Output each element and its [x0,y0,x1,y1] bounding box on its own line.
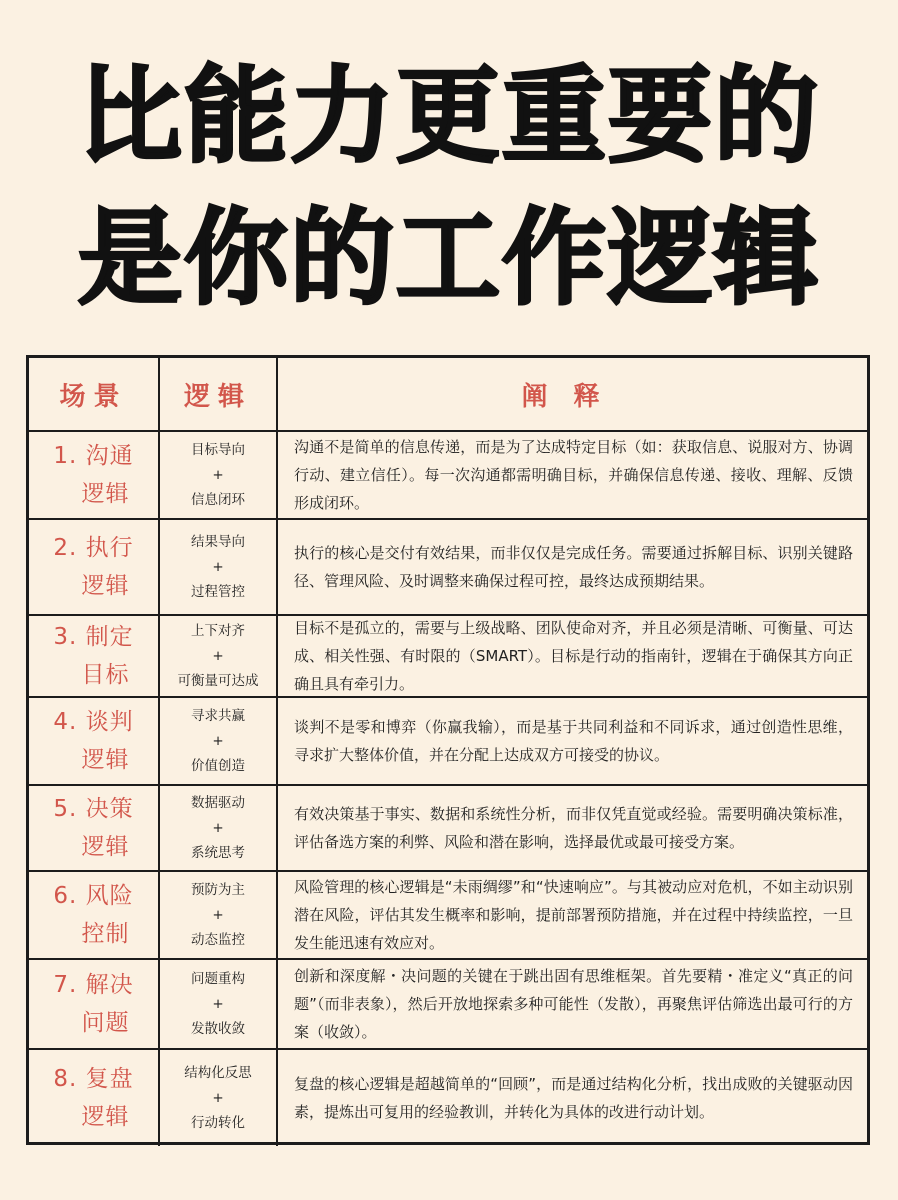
scene-label [29,877,158,953]
explain-cell [278,960,867,1048]
explain-cell [278,616,867,696]
explain-text: 目标不是孤立的，需要与上级战略、团队使命对齐，并且必须是清晰、可衡量、可达成、相关性强、有时限的（SMART）。目标是行动的指南针，逻辑在于确保其方向正确且具有牵引力。 [294,619,853,693]
explain-text: 有效决策基于事实、数据和系统性分析，而非仅凭直觉或经验。需要明确决策标准，评估备选方案的利弊、风险和潜在影响，选择最优或最可接受方案。 [294,805,853,851]
logic-plus: + [212,995,224,1012]
table-row [29,786,867,872]
scene-cell [29,432,160,518]
scene-label [29,618,158,694]
logic-text [191,530,245,605]
logic-second: 过程管控 [191,583,245,600]
scene-label [29,966,158,1042]
logic-plus: + [212,819,224,836]
logic-plus: + [212,558,224,575]
logic-second: 系统思考 [191,844,245,861]
explain-cell [278,698,867,784]
scene-label [29,790,158,866]
logic-second: 行动转化 [191,1114,245,1131]
logic-first: 问题重构 [191,970,245,987]
scene-label-line2: 逻辑 [81,747,130,773]
explain-cell [278,872,867,958]
logic-plus: + [212,466,224,483]
logic-cell [160,698,278,784]
scene-label-line1: 3. 制定 [53,624,134,650]
scene-label-line2: 控制 [81,921,130,947]
logic-cell [160,960,278,1048]
table-header-row [29,358,867,432]
logic-first: 目标导向 [191,441,245,458]
header-explain: 阐释 [521,381,626,412]
logic-plus: + [212,732,224,749]
explain-text: 复盘的核心逻辑是超越简单的“回顾”，而是通过结构化分析，找出成败的关键驱动因素，提炼出可复用的经验教训，并转化为具体的改进行动计划。 [294,1075,853,1121]
logic-first: 结果导向 [191,533,245,550]
logic-first: 上下对齐 [191,622,245,639]
explain-cell [278,786,867,870]
logic-plus: + [212,647,224,664]
scene-cell [29,1050,160,1146]
scene-label-line1: 6. 风险 [53,883,134,909]
explain-text: 谈判不是零和博弈（你赢我输），而是基于共同利益和不同诉求，通过创造性思维，寻求扩大整体价值，并在分配上达成双方可接受的协议。 [294,718,853,764]
explain-cell [278,432,867,518]
logic-first: 结构化反思 [184,1064,252,1081]
logic-text [191,791,245,866]
explain-cell [278,1050,867,1146]
scene-label [29,529,158,605]
logic-text [191,438,245,513]
logic-text [184,1061,252,1136]
scene-label [29,703,158,779]
logic-text [191,967,245,1042]
explain-text: 创新和深度解・决问题的关键在于跳出固有思维框架。首先要精・准定义“真正的问题”（而非表象），然后开放地探索多种可能性（发散），再聚焦评估筛选出最可行的方案（收敛）。 [294,967,853,1041]
table-row [29,432,867,520]
logic-text [191,704,245,779]
logic-table [26,355,870,1145]
explain-cell [278,520,867,614]
logic-second: 发散收敛 [191,1020,245,1037]
scene-label-line1: 1. 沟通 [53,443,134,469]
scene-cell [29,616,160,696]
table-row [29,698,867,786]
scene-cell [29,960,160,1048]
logic-second: 价值创造 [191,757,245,774]
logic-cell [160,786,278,870]
title-line-1: 比能力更重要的 [77,55,820,177]
table-row [29,616,867,698]
scene-label-line2: 目标 [81,662,130,688]
logic-text [178,619,259,694]
scene-label-line1: 4. 谈判 [53,709,134,735]
scene-label-line2: 逻辑 [81,1104,130,1130]
scene-cell [29,872,160,958]
explain-text: 执行的核心是交付有效结果，而非仅仅是完成任务。需要通过拆解目标、识别关键路径、管理风险、及时调整来确保过程可控，最终达成预期结果。 [294,544,853,590]
scene-label [29,1060,158,1136]
scene-cell [29,520,160,614]
explain-text: 风险管理的核心逻辑是“未雨绸缪”和“快速响应”。与其被动应对危机，不如主动识别潜在风险，评估其发生概率和影响，提前部署预防措施，并在过程中持续监控，一旦发生能迅速有效应对。 [294,878,853,952]
scene-label-line2: 问题 [81,1010,130,1036]
logic-cell [160,872,278,958]
logic-first: 数据驱动 [191,794,245,811]
table-row [29,1050,867,1146]
logic-cell [160,432,278,518]
logic-first: 预防为主 [191,881,245,898]
scene-label-line2: 逻辑 [81,481,130,507]
scene-label-line2: 逻辑 [81,573,130,599]
scene-label-line2: 逻辑 [81,834,130,860]
logic-second: 信息闭环 [191,491,245,508]
logic-cell [160,520,278,614]
scene-label-line1: 2. 执行 [53,535,134,561]
logic-plus: + [212,906,224,923]
table-row [29,960,867,1050]
header-scene: 场景 [29,358,160,430]
table-row [29,520,867,616]
scene-cell [29,698,160,784]
header-logic: 逻辑 [160,358,278,430]
table-row [29,872,867,960]
scene-label-line1: 8. 复盘 [53,1066,134,1092]
scene-cell [29,786,160,870]
logic-second: 可衡量可达成 [177,672,259,689]
scene-label-line1: 7. 解决 [53,972,134,998]
logic-second: 动态监控 [191,931,245,948]
scene-label-line1: 5. 决策 [53,796,134,822]
title-line-2: 是你的工作逻辑 [77,197,820,319]
logic-cell [160,1050,278,1146]
logic-first: 寻求共赢 [191,707,245,724]
scene-label [29,437,158,513]
logic-text [191,878,245,953]
explain-text: 沟通不是简单的信息传递，而是为了达成特定目标（如：获取信息、说服对方、协调行动、建立信任）。每一次沟通都需明确目标，并确保信息传递、接收、理解、反馈形成闭环。 [294,438,853,512]
logic-cell [160,616,278,696]
logic-plus: + [212,1089,224,1106]
